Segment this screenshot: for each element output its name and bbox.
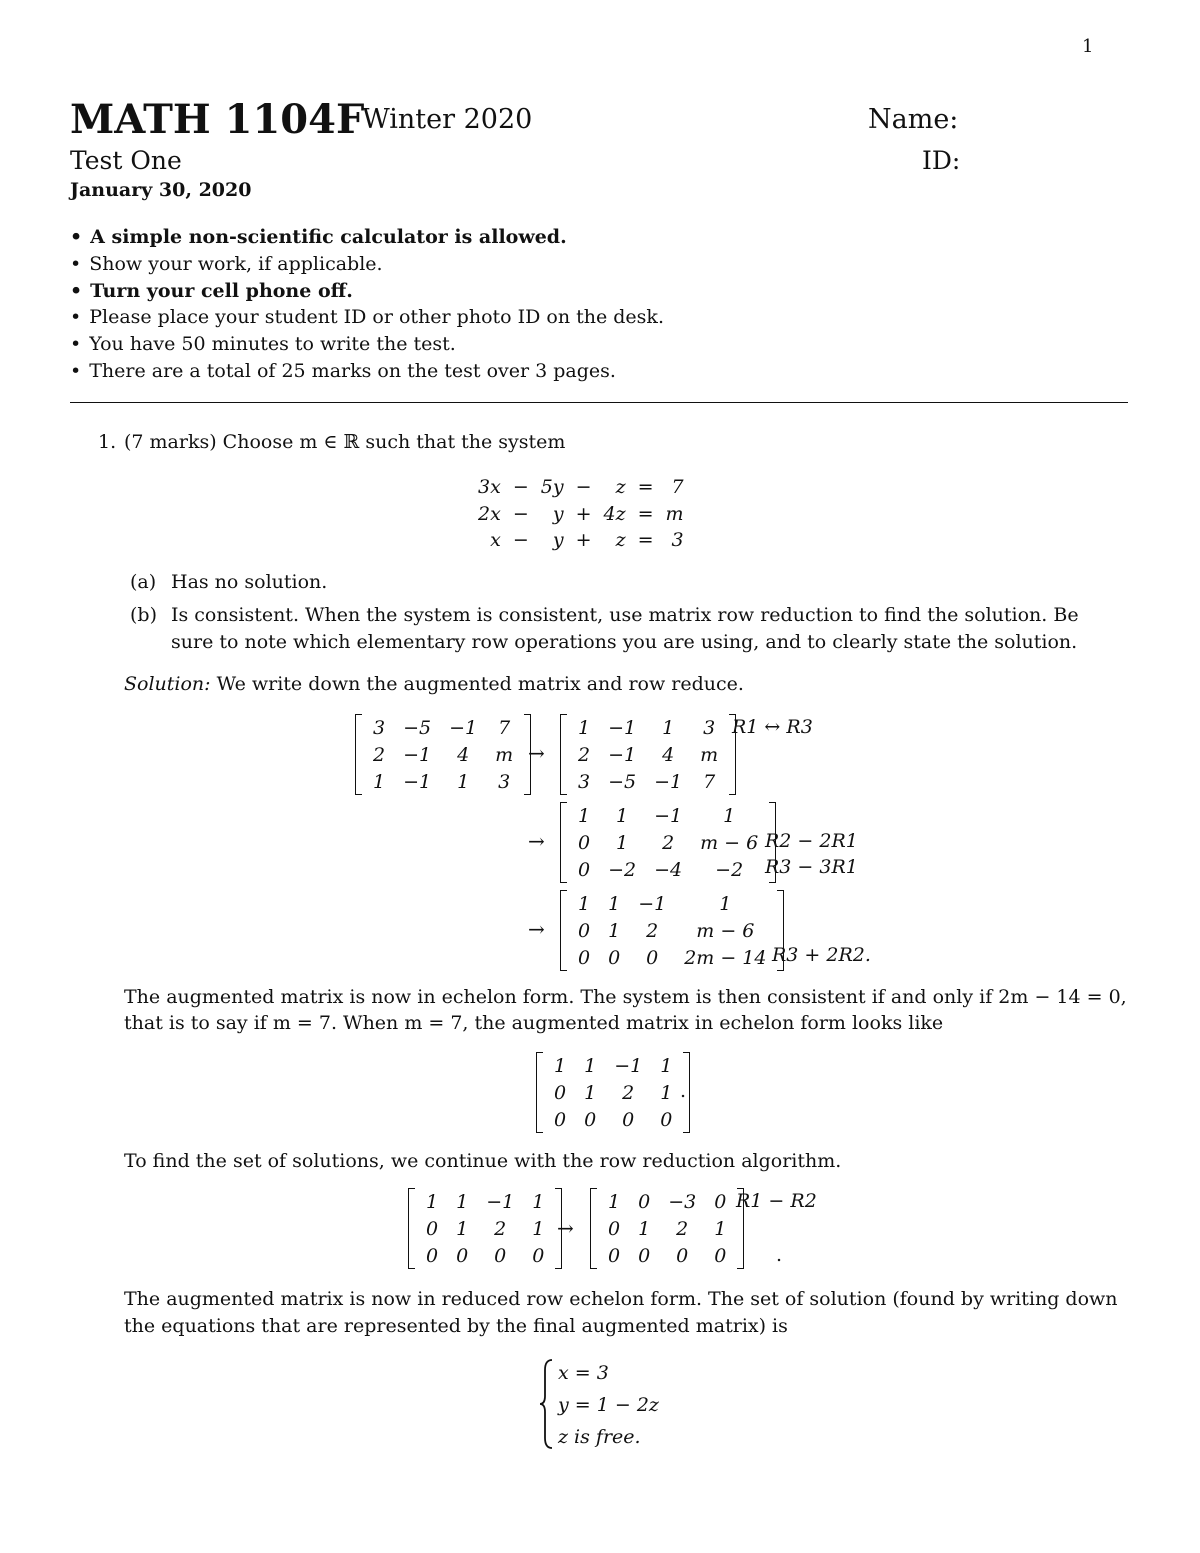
arrow-icon: →	[528, 741, 545, 765]
rule-item: • There are a total of 25 marks on the test over 3 pages.	[70, 359, 616, 382]
system-row: 2x − y + 4z = m	[478, 502, 684, 525]
row-operation: R3 − 3R1	[765, 856, 858, 878]
augmented-matrix-step2: 1 1 −1 1 0 1 2 m − 6 0 −2 −4 −2	[560, 802, 776, 883]
rule-item: • Please place your student ID or other photo ID on the desk.	[70, 306, 664, 329]
solution-equation: z is free.	[558, 1426, 641, 1448]
linear-system	[472, 474, 690, 554]
solution-equation: y = 1 − 2z	[558, 1394, 659, 1416]
divider	[70, 402, 1128, 403]
solution-equation: x = 3	[558, 1362, 609, 1384]
part-a-text: Has no solution.	[171, 571, 328, 593]
rule-item: • Show your work, if applicable.	[70, 252, 383, 275]
row-operation: R3 + 2R2.	[772, 944, 871, 966]
row-operation: R1 ↔ R3	[732, 716, 813, 738]
arrow-icon: →	[528, 829, 545, 853]
name-label: Name:	[868, 104, 959, 135]
echelon-matrix: 1 1 −1 1 0 1 2 1 0 0 0 0	[408, 1188, 562, 1269]
augmented-matrix-step3: 1 1 −1 1 0 1 2 m − 6 0 0 0 2m − 14	[560, 890, 784, 971]
continue-text: To find the set of solutions, we continue with the row reduction algorithm.	[124, 1150, 842, 1172]
rules-list	[70, 224, 664, 385]
echelon-matrix-m7: 1 1 −1 1 0 1 2 1 0 0 0 0	[536, 1052, 690, 1133]
rule-item: • Turn your cell phone off.	[70, 279, 353, 302]
rule-item: • A simple non-scientific calculator is allowed.	[70, 226, 567, 248]
course-code: MATH 1104F	[70, 96, 365, 143]
rref-text: The augmented matrix is now in reduced row echelon form. The set of solution (found by writing down	[124, 1288, 1118, 1310]
period: .	[680, 1080, 687, 1102]
test-date: January 30, 2020	[70, 179, 252, 201]
arrow-icon: →	[528, 917, 545, 941]
term: Winter 2020	[362, 104, 533, 135]
question-prompt: (7 marks) Choose m ∈ ℝ such that the system	[124, 431, 566, 453]
part-b-text-cont: sure to note which elementary row operations you are using, and to clearly state the solution.	[171, 631, 1078, 653]
solution-intro: Solution: We write down the augmented matrix and row reduce.	[124, 673, 744, 695]
question-number: 1.	[98, 431, 117, 453]
test-title: Test One	[70, 146, 182, 175]
augmented-matrix-step1: 1 −1 1 3 2 −1 4 m 3 −5 −1 7	[560, 714, 736, 795]
system-row: 3x − 5y − z = 7	[478, 476, 684, 499]
part-b-text: Is consistent. When the system is consistent, use matrix row reduction to find the solution. Be	[171, 604, 1079, 626]
rref-text-cont: the equations that are represented by the final augmented matrix) is	[124, 1315, 788, 1337]
echelon-text-cont: that is to say if m = 7. When m = 7, the augmented matrix in echelon form looks like	[124, 1012, 944, 1034]
reduced-echelon-matrix: 1 0 −3 0 0 1 2 1 0 0 0 0	[590, 1188, 744, 1269]
page-number: 1	[1082, 36, 1094, 57]
echelon-text: The augmented matrix is now in echelon form. The system is then consistent if and only if 2m − 14 = 0,	[124, 986, 1127, 1008]
left-brace-icon	[538, 1358, 554, 1450]
row-operation: R1 − R2	[736, 1190, 817, 1212]
id-label: ID:	[922, 146, 961, 175]
row-operation: R2 − 2R1	[765, 830, 858, 852]
rule-item: • You have 50 minutes to write the test.	[70, 333, 456, 356]
system-row: x − y + z = 3	[490, 529, 684, 552]
arrow-icon: →	[557, 1216, 574, 1240]
part-b-label: (b)	[130, 604, 157, 626]
augmented-matrix-initial: 3 −5 −1 7 2 −1 4 m 1 −1 1 3	[355, 714, 531, 795]
period: .	[776, 1244, 783, 1266]
part-a-label: (a)	[130, 571, 157, 593]
